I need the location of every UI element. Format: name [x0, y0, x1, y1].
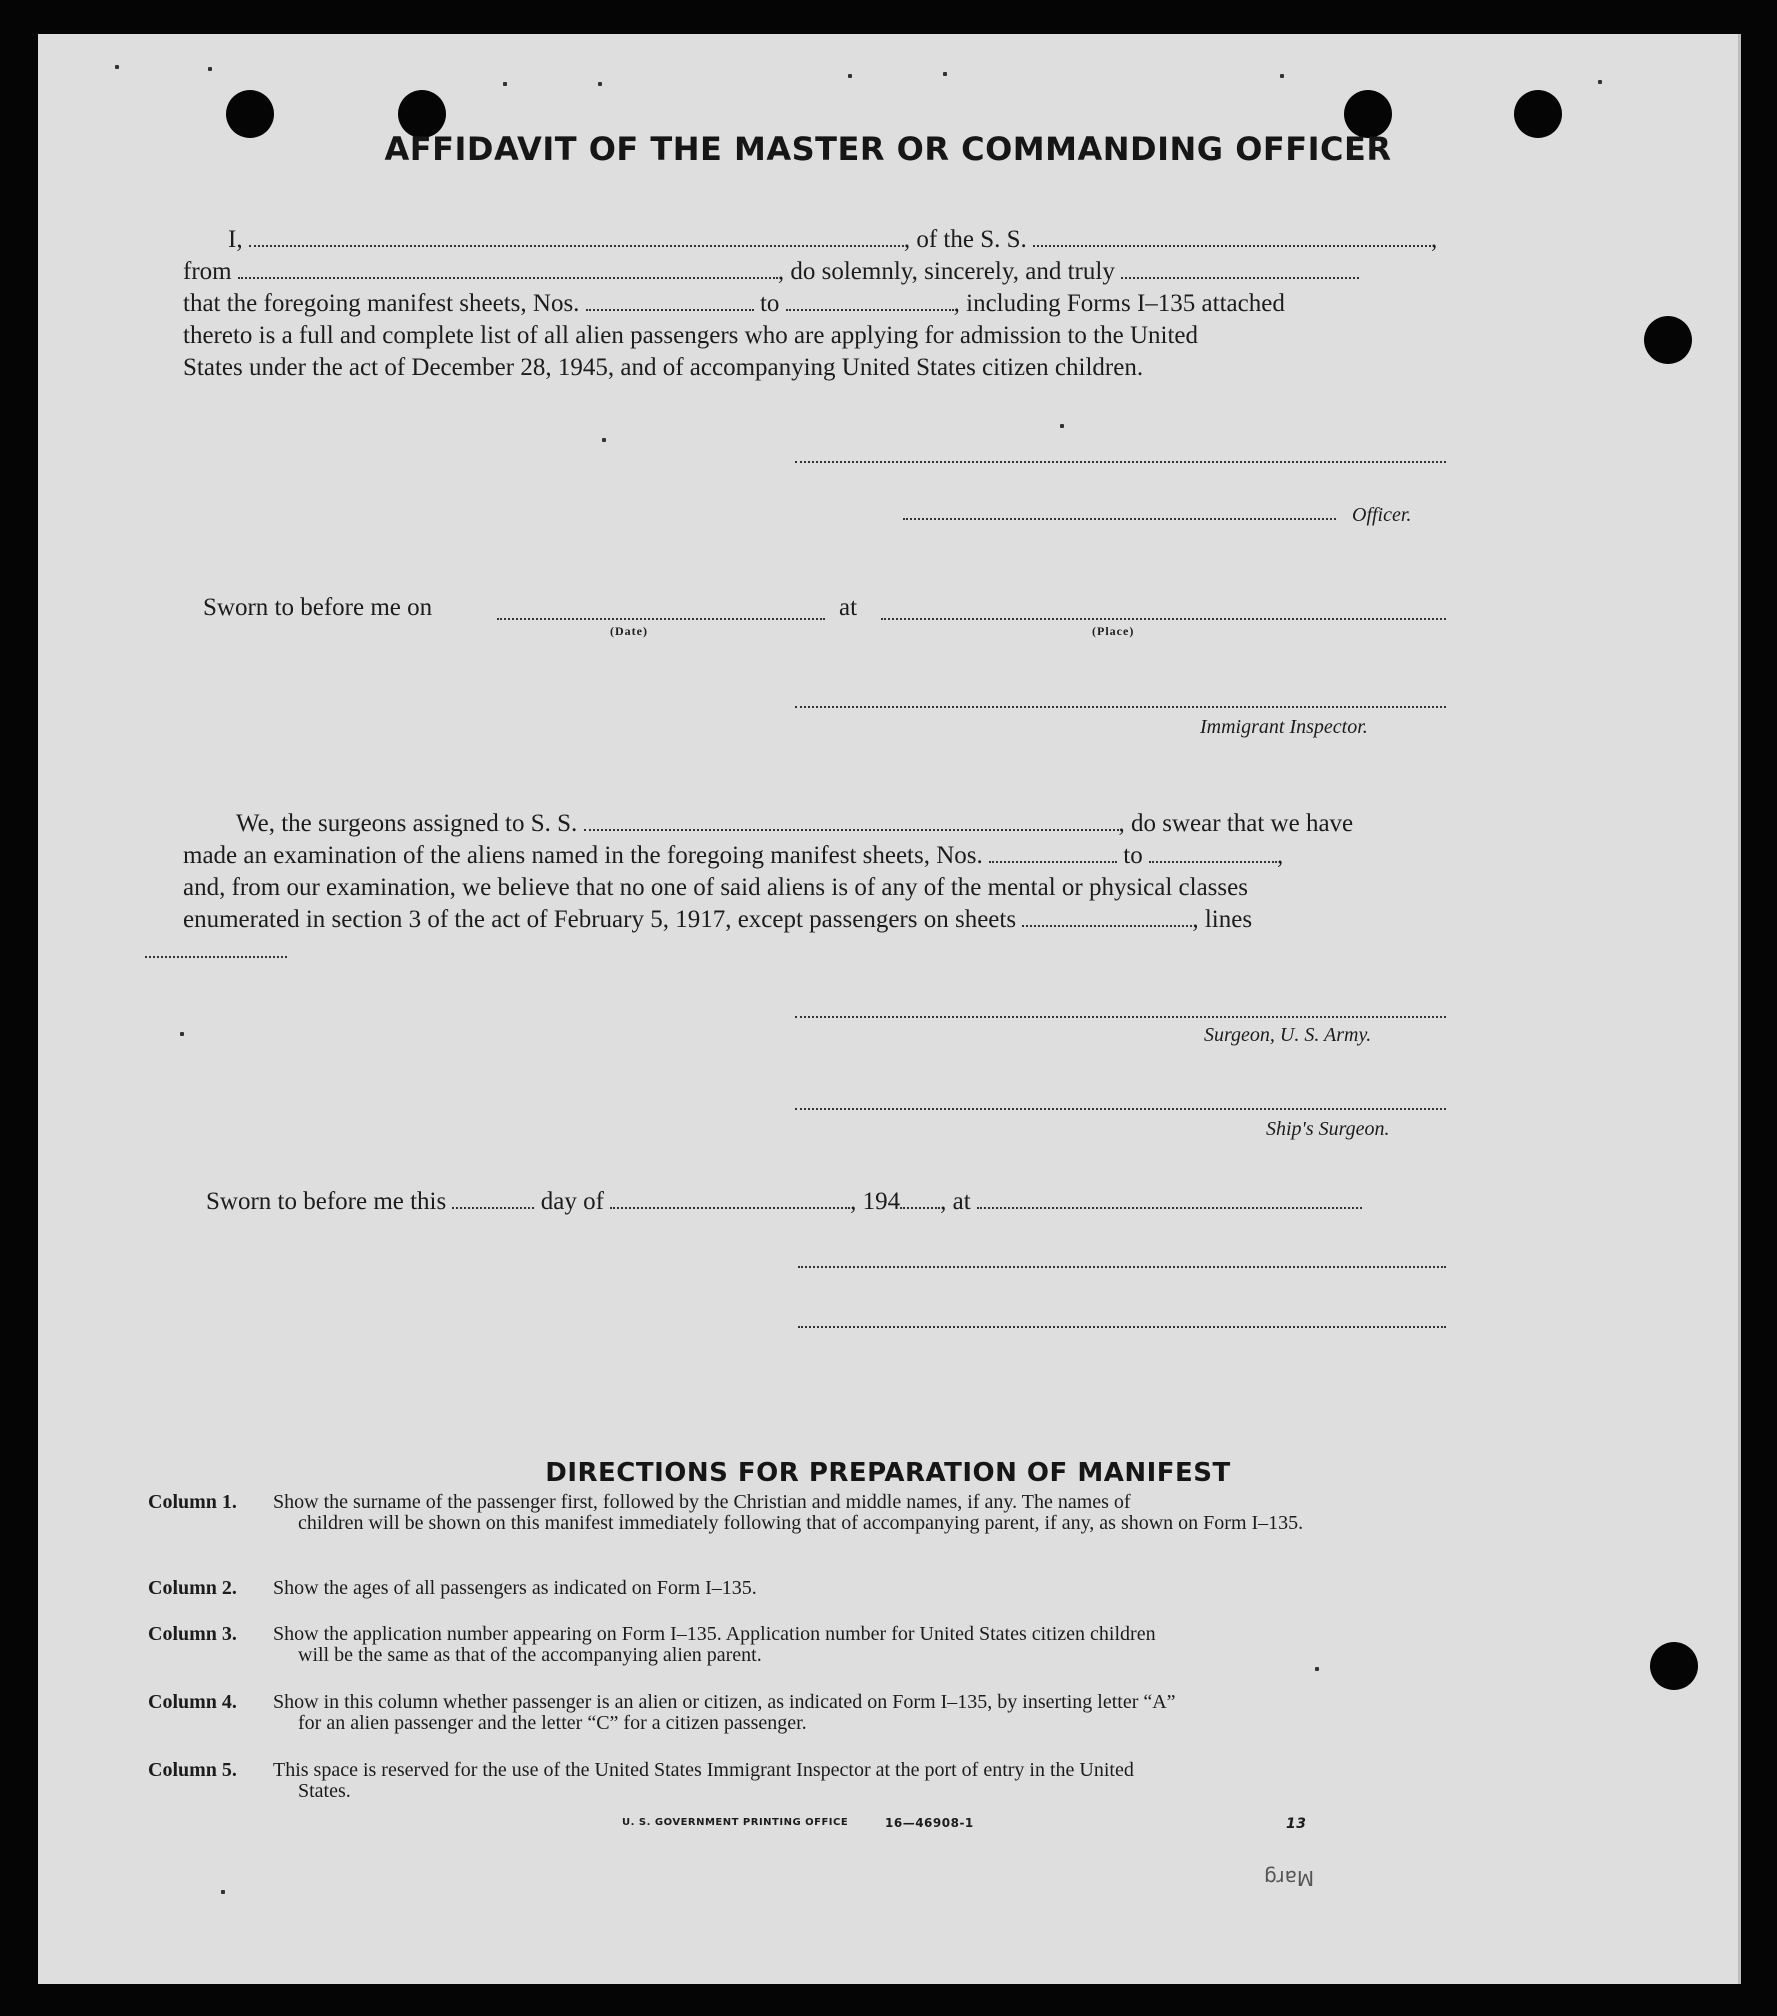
direction-item — [148, 1492, 1493, 1558]
text: , at — [940, 1188, 971, 1215]
column-label: Column 2. — [148, 1577, 237, 1599]
form-page — [38, 34, 1741, 1984]
signature-line — [798, 1266, 1446, 1268]
ship-surgeon-line — [795, 1108, 1446, 1110]
column-label: Column 1. — [148, 1491, 237, 1513]
speck — [848, 74, 852, 78]
direction-rest: children will be shown on this manifest immediately following that of accompanying parent, if any, as shown on Form I–135. — [298, 1512, 1304, 1534]
blank-lines — [145, 956, 287, 958]
text: from — [183, 258, 232, 285]
sworn-line-2 — [206, 1186, 1451, 1218]
signature-line — [798, 1326, 1446, 1328]
blank-date — [497, 618, 825, 620]
text: , lines — [1192, 906, 1253, 933]
direction-item — [148, 1692, 1493, 1736]
sworn-at: at — [839, 594, 858, 621]
blank-from — [238, 273, 778, 279]
text: enumerated in section 3 of the act of February 5, 1917, except passengers on sheets — [183, 906, 1017, 933]
affidavit-line-1 — [183, 224, 1491, 256]
surgeon-army-label: Surgeon, U. S. Army. — [1204, 1024, 1372, 1046]
punch-hole — [1644, 316, 1692, 364]
speck — [598, 82, 602, 86]
blank-sheet-from — [989, 857, 1117, 863]
direction-first-line: Show the application number appearing on Form I–135. Application number for United States citizen children — [273, 1623, 1156, 1645]
blank-sheets — [1022, 921, 1192, 927]
column-text — [273, 1578, 1493, 1599]
direction-item — [148, 1578, 1493, 1602]
blank-oath — [1121, 273, 1359, 279]
blank-day — [452, 1203, 534, 1209]
blank-sheet-to — [786, 305, 954, 311]
surgeons-line-4 — [183, 904, 1491, 936]
speck — [1280, 74, 1284, 78]
date-caption: (Date) — [610, 624, 648, 638]
text: , — [1276, 842, 1284, 869]
direction-item — [148, 1760, 1493, 1804]
speck — [602, 438, 606, 442]
text: to — [1123, 842, 1143, 869]
text: , including Forms I–135 attached — [953, 290, 1285, 317]
affidavit-line-5: States under the act of December 28, 1945, and of accompanying United States citizen children. — [183, 354, 1144, 381]
affidavit-title: AFFIDAVIT OF THE MASTER OR COMMANDING OFFICER — [384, 130, 1392, 168]
column-label: Column 4. — [148, 1691, 237, 1713]
punch-hole — [1650, 1642, 1698, 1690]
blank-sheet-to — [1149, 857, 1277, 863]
direction-rest: will be the same as that of the accompanying alien parent. — [298, 1644, 762, 1666]
officer-line — [903, 518, 1336, 520]
direction-item — [148, 1624, 1493, 1668]
sworn-text: Sworn to before me on — [203, 594, 433, 621]
column-label: Column 5. — [148, 1759, 237, 1781]
column-text — [273, 1692, 1493, 1734]
speck — [503, 82, 507, 86]
blank-ship — [584, 825, 1119, 831]
speck — [1060, 424, 1064, 428]
blank-place — [977, 1203, 1362, 1209]
text: I, — [228, 226, 243, 253]
direction-rest: States. — [298, 1780, 351, 1802]
officer-label: Officer. — [1352, 504, 1412, 526]
direction-first-line: Show the surname of the passenger first, followed by the Christian and middle names, if any. The names of — [273, 1491, 1131, 1513]
inspector-label: Immigrant Inspector. — [1200, 716, 1368, 738]
column-text — [273, 1624, 1493, 1666]
blank-month — [610, 1203, 850, 1209]
direction-rest: for an alien passenger and the letter “C” for a citizen passenger. — [298, 1712, 807, 1734]
blank-name — [249, 241, 904, 247]
blank-place — [881, 618, 1446, 620]
affidavit-line-2 — [183, 256, 1491, 288]
speck — [115, 65, 119, 69]
page-mark: 13 — [1286, 1816, 1307, 1832]
ship-surgeon-label: Ship's Surgeon. — [1266, 1118, 1390, 1140]
surgeons-line-2 — [183, 840, 1491, 872]
speck — [221, 1890, 225, 1894]
text: We, the surgeons assigned to S. S. — [236, 810, 578, 837]
surgeons-line-3: and, from our examination, we believe that no one of said aliens is of any of the mental or physical classes — [183, 874, 1248, 901]
speck — [1598, 80, 1602, 84]
signature-line — [795, 461, 1446, 463]
direction-first-line: Show the ages of all passengers as indicated on Form I–135. — [273, 1577, 757, 1599]
text: , of the S. S. — [903, 226, 1027, 253]
text: to — [759, 290, 780, 317]
printer-credit: U. S. GOVERNMENT PRINTING OFFICE — [622, 1817, 849, 1828]
text: , do swear that we have — [1118, 810, 1354, 837]
text: that the foregoing manifest sheets, Nos. — [183, 290, 580, 317]
text: made an examination of the aliens named in the foregoing manifest sheets, Nos. — [183, 842, 983, 869]
blank-ship — [1033, 241, 1431, 247]
speck — [943, 72, 947, 76]
surgeon-army-line — [795, 1016, 1446, 1018]
stamp-mark: Marg — [1264, 1866, 1315, 1890]
direction-first-line: Show in this column whether passenger is an alien or citizen, as indicated on Form I–135, by inserting letter “A” — [273, 1691, 1176, 1713]
column-text — [273, 1492, 1493, 1534]
blank-year — [900, 1203, 940, 1209]
affidavit-line-4: thereto is a full and complete list of all alien passengers who are applying for admission to the United — [183, 322, 1199, 349]
text: , 194 — [850, 1188, 901, 1215]
text: , — [1431, 226, 1438, 253]
speck — [208, 67, 212, 71]
form-number: 16—46908-1 — [885, 1816, 974, 1830]
direction-first-line: This space is reserved for the use of the United States Immigrant Inspector at the port of entry in the United — [273, 1759, 1134, 1781]
column-label: Column 3. — [148, 1623, 237, 1645]
text: day of — [540, 1188, 604, 1215]
affidavit-line-3 — [183, 288, 1491, 320]
speck — [180, 1032, 184, 1036]
place-caption: (Place) — [1092, 624, 1135, 638]
surgeons-line-1 — [183, 808, 1491, 840]
directions-title: DIRECTIONS FOR PREPARATION OF MANIFEST — [545, 1458, 1231, 1488]
column-text — [273, 1760, 1493, 1802]
inspector-line — [795, 706, 1446, 708]
blank-sheet-from — [586, 305, 754, 311]
text: , do solemnly, sincerely, and truly — [777, 258, 1115, 285]
text: Sworn to before me this — [206, 1188, 447, 1215]
